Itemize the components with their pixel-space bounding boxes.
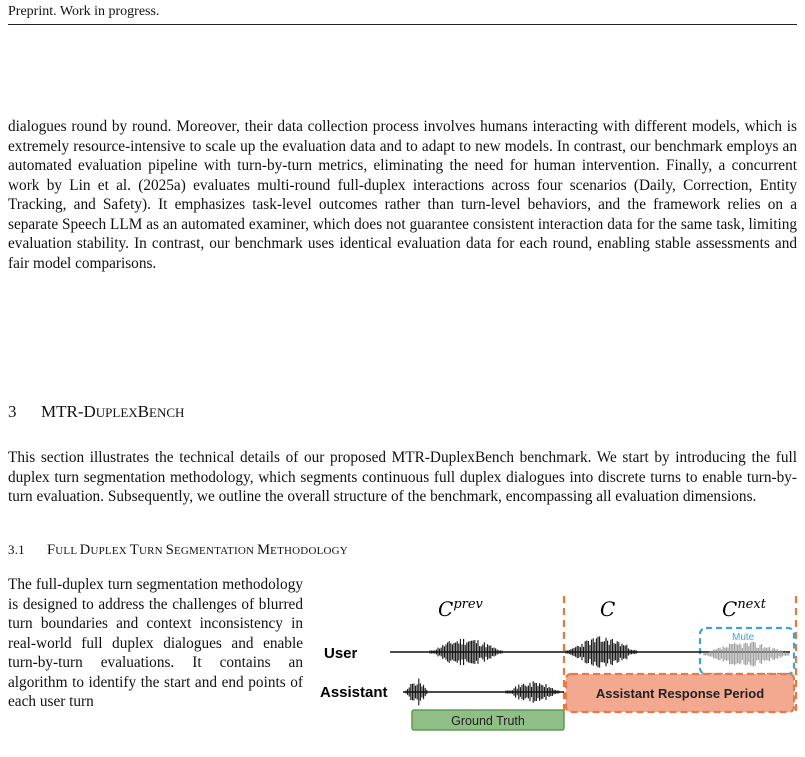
title-part: T [129,542,139,558]
title-part: MTR-D [41,402,96,421]
subsection-number: 3.1 [8,542,25,557]
title-part: S [165,542,174,558]
title-part: F [47,542,56,558]
assistant-row-label: Assistant [320,684,388,701]
title-part: B [137,402,150,421]
ground-truth-label: Ground Truth [451,714,525,728]
subsection-heading [8,542,348,559]
title-part: EGMENTATION [173,545,258,557]
assistant-response-period-label: Assistant Response Period [595,686,765,701]
c-prev-label: $C^{prev}$ [438,597,483,621]
section-number: 3 [8,402,17,421]
c-next-label: $C^{next}$ [722,597,766,621]
title-part: ULL [55,545,80,557]
user-row-label: User [324,645,358,662]
c-label: C [600,597,616,621]
title-part: ETHODOLOGY [270,545,348,557]
paragraph-section-intro: This section illustrates the technical details of our proposed MTR-DuplexBench benchmark. We start by introducing the full duplex turn segmentation methodology, which segments continuous full duplex dialogues into discrete turns to enable turn-by-turn evaluation. Subsequently, we outline the overall structure of the benchmark, encompassing all evaluation dimensions. [8,449,797,505]
paragraph-related-work: dialogues round by round. Moreover, their data collection process involves humans interacting with different models, which is extremely resource-intensive to scale up the evaluation data and to adapt to new models. In contrast, our benchmark employs an automated evaluation pipeline with turn-by-turn metrics, eliminating the need for human intervention. Finally, a concurrent work by Lin et al. (2025a) evaluates multi-round full-duplex interactions across four scenarios (Daily, Correction, Entity Tracking, and Safety). It emphasizes task-level outcomes rather than turn-level behaviors, and the framework relies on a separate Speech LLM as an automated examiner, which does not guarantee consistent interaction data for the same task, limiting evaluation stability. In contrast, our benchmark uses identical evaluation data for each round, enabling stable assessments and fair model comparisons. [8,118,797,272]
title-part: D [79,542,91,558]
page-header: Preprint. Work in progress. [8,4,797,25]
section-title [41,402,184,421]
title-part: UPLEX [90,545,130,557]
title-part: UPLEX [95,405,138,420]
turn-segmentation-figure [320,588,800,728]
title-part: M [257,542,271,558]
mute-label: Mute [732,632,755,643]
title-part: URN [138,545,166,557]
paragraph-methodology: The full-duplex turn segmentation methodology is designed to address the challenges of blurred turn boundaries and context inconsistency in real-world full duplex dialogues and enable turn-by-turn evaluations. It contains an algorithm to identify the start and end points of each user turn [8,576,303,710]
section-heading [8,402,184,422]
subsection-title [47,542,348,557]
title-part: ENCH [149,405,185,420]
